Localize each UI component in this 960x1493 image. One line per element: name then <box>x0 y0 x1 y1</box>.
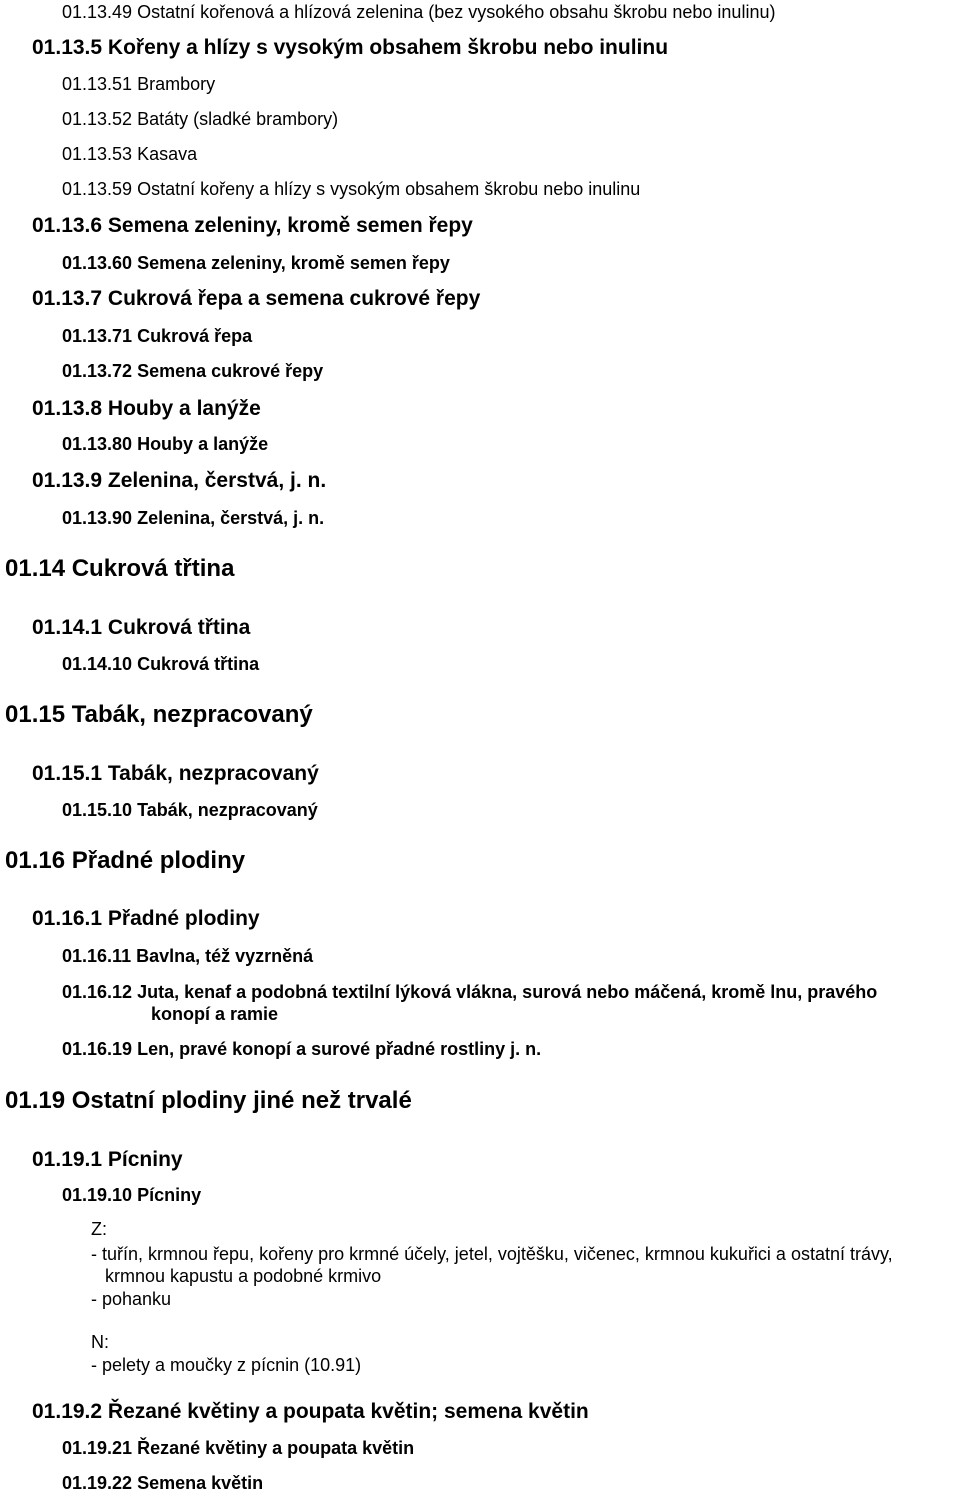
item-01-16-1: 01.16.1 Přadné plodiny <box>32 907 260 930</box>
item-01-13-6: 01.13.6 Semena zeleniny, kromě semen řepy <box>32 214 473 237</box>
item-01-13-49: 01.13.49 Ostatní kořenová a hlízová zelenina (bez vysokého obsahu škrobu nebo inulinu) <box>62 2 776 22</box>
item-01-13-51: 01.13.51 Brambory <box>62 74 216 94</box>
item-01-13-60: 01.13.60 Semena zeleniny, kromě semen řepy <box>62 253 450 273</box>
section-01-14: 01.14 Cukrová třtina <box>5 555 235 582</box>
item-01-13-9: 01.13.9 Zelenina, čerstvá, j. n. <box>32 469 327 492</box>
item-01-13-8: 01.13.8 Houby a lanýže <box>32 397 261 420</box>
item-01-16-12-continuation: konopí a ramie <box>151 1004 279 1024</box>
item-01-14-10: 01.14.10 Cukrová třtina <box>62 654 260 674</box>
item-01-13-90: 01.13.90 Zelenina, čerstvá, j. n. <box>62 508 325 528</box>
item-01-14-1: 01.14.1 Cukrová třtina <box>32 616 251 639</box>
item-01-13-52: 01.13.52 Batáty (sladké brambory) <box>62 109 339 129</box>
note-includes-item-2: - pohanku <box>91 1289 172 1309</box>
note-includes-item-1 <box>91 1243 960 1287</box>
item-01-19-2: 01.19.2 Řezané květiny a poupata květin; semena květin <box>32 1400 589 1423</box>
item-01-13-71: 01.13.71 Cukrová řepa <box>62 326 253 346</box>
section-01-19: 01.19 Ostatní plodiny jiné než trvalé <box>5 1087 412 1114</box>
item-01-16-12 <box>62 981 942 1025</box>
note-includes-item-1-text: - tuřín, krmnou řepu, kořeny pro krmné účely, jetel, vojtěšku, vičenec, krmnou kukuřici a ostatní trávy, <box>91 1244 893 1264</box>
item-01-13-53: 01.13.53 Kasava <box>62 144 198 164</box>
item-01-19-10: 01.19.10 Pícniny <box>62 1185 202 1205</box>
note-includes-item-1-continuation: krmnou kapustu a podobné krmivo <box>105 1266 382 1286</box>
note-includes-label: Z: <box>91 1219 107 1239</box>
item-01-13-59: 01.13.59 Ostatní kořeny a hlízy s vysokým obsahem škrobu nebo inulinu <box>62 179 641 199</box>
item-01-13-5: 01.13.5 Kořeny a hlízy s vysokým obsahem škrobu nebo inulinu <box>32 36 669 59</box>
section-01-16: 01.16 Přadné plodiny <box>5 847 246 874</box>
item-01-19-22: 01.19.22 Semena květin <box>62 1473 264 1493</box>
note-excludes-item-1: - pelety a moučky z pícnin (10.91) <box>91 1355 362 1375</box>
item-01-13-7: 01.13.7 Cukrová řepa a semena cukrové řepy <box>32 287 481 310</box>
item-01-16-11: 01.16.11 Bavlna, též vyzrněná <box>62 946 314 966</box>
section-01-15: 01.15 Tabák, nezpracovaný <box>5 701 313 728</box>
item-01-16-19: 01.16.19 Len, pravé konopí a surové přadné rostliny j. n. <box>62 1039 542 1059</box>
item-01-15-1: 01.15.1 Tabák, nezpracovaný <box>32 762 319 785</box>
item-01-13-72: 01.13.72 Semena cukrové řepy <box>62 361 324 381</box>
item-01-19-1: 01.19.1 Pícniny <box>32 1148 183 1171</box>
item-01-19-21: 01.19.21 Řezané květiny a poupata květin <box>62 1438 415 1458</box>
item-01-16-12-text: 01.16.12 Juta, kenaf a podobná textilní lýková vlákna, surová nebo máčená, kromě lnu, pravého <box>62 982 878 1002</box>
item-01-15-10: 01.15.10 Tabák, nezpracovaný <box>62 800 318 820</box>
item-01-13-80: 01.13.80 Houby a lanýže <box>62 434 269 454</box>
note-excludes-label: N: <box>91 1332 109 1352</box>
